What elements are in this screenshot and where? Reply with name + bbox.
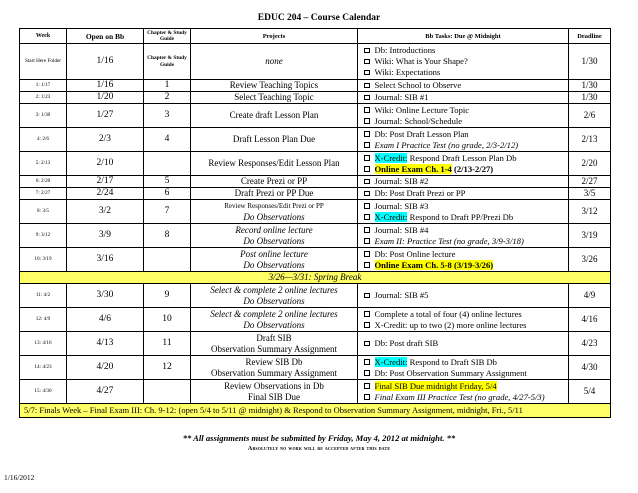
checkbox-icon: [364, 394, 370, 400]
task-text: Journal: SIB #1: [374, 92, 429, 102]
table-row: [20, 224, 611, 248]
checkbox-icon: [364, 48, 370, 54]
week-cell: 4: 2/6: [20, 128, 67, 152]
week-cell: 5: 2/13: [20, 152, 67, 176]
chapter-cell: [144, 380, 191, 404]
tasks-cell: [358, 176, 569, 188]
task-item: [364, 140, 566, 151]
week-cell: 11: 4/2: [20, 284, 67, 308]
project-line: Create Prezi or PP: [240, 176, 308, 186]
open-date-cell: 4/6: [67, 308, 144, 332]
task-item: [364, 225, 566, 236]
projects-cell: [191, 356, 358, 380]
chapter-cell: [144, 248, 191, 272]
tasks-cell: [358, 308, 569, 332]
table-row: [20, 284, 611, 308]
task-item: [364, 392, 566, 403]
checkbox-icon: [364, 251, 370, 257]
tasks-cell: [358, 356, 569, 380]
task-item: [364, 164, 566, 175]
deadline-cell: 2/13: [569, 128, 611, 152]
deadline-cell: 4/30: [569, 356, 611, 380]
projects-cell: [191, 176, 358, 188]
tasks-cell: [358, 152, 569, 176]
table-row: [20, 272, 611, 284]
chapter-cell: 4: [144, 128, 191, 152]
week-cell: 9: 3/12: [20, 224, 67, 248]
week-cell: 6: 2/20: [20, 176, 67, 188]
week-cell: Start Here Folder: [20, 44, 67, 80]
finals-week-row: 5/7: Finals Week – Final Exam III: Ch. 9-12: (open 5/4 to 5/11 @ midnight) & Respond to Observation Summary Assignment, midnight, Fri., 5/11: [20, 404, 611, 418]
project-line: none: [265, 56, 283, 66]
deadline-cell: 5/4: [569, 380, 611, 404]
task-text: Select School to Observe: [374, 80, 462, 90]
week-cell: 8: 3/5: [20, 200, 67, 224]
open-date-cell: 3/2: [67, 200, 144, 224]
task-text: Db: Post Draft Lesson Plan: [374, 128, 469, 139]
task-item: [364, 67, 566, 78]
document-date: 1/16/2012: [4, 473, 35, 482]
header-week: Week: [20, 29, 67, 44]
table-row: [20, 248, 611, 272]
table-row: [20, 44, 611, 80]
tasks-cell: [358, 224, 569, 248]
xcredit-label: X-Credit:: [374, 356, 408, 367]
deadline-cell: 3/19: [569, 224, 611, 248]
project-line: Post online lecture: [240, 248, 308, 259]
task-text: Respond to Draft SIB Db: [407, 356, 497, 367]
chapter-cell: [144, 152, 191, 176]
table-row: [20, 380, 611, 404]
task-item: [364, 249, 566, 260]
project-line: Record online lecture: [235, 224, 313, 235]
task-text: Journal: SIB #5: [374, 290, 429, 300]
task-text: Final SIB Due midnight Friday, 5/4: [374, 380, 497, 391]
chapter-cell: 1: [144, 80, 191, 92]
open-date-cell: 4/13: [67, 332, 144, 356]
task-item: [364, 212, 566, 223]
table-row: [20, 104, 611, 128]
header-chapter: Chapter & Study Guide: [144, 29, 191, 44]
week-cell: 12: 4/9: [20, 308, 67, 332]
checkbox-icon: [364, 142, 370, 148]
task-item: [364, 176, 566, 187]
task-item: [364, 338, 566, 349]
task-text: Respond Draft Lesson Plan Db: [407, 152, 517, 163]
deadline-cell: 2/6: [569, 104, 611, 128]
project-line: Draft SIB: [256, 332, 292, 343]
week-cell: 3: 1/30: [20, 104, 67, 128]
projects-cell: [191, 248, 358, 272]
checkbox-icon: [364, 95, 370, 101]
checkbox-icon: [364, 203, 370, 209]
chapter-cell: 12: [144, 356, 191, 380]
checkbox-icon: [364, 70, 370, 76]
tasks-cell: [358, 200, 569, 224]
checkbox-icon: [364, 238, 370, 244]
task-text: X-Credit: up to two (2) more online lectures: [374, 319, 527, 330]
header-bb-tasks: Bb Tasks: Due @ Midnight: [358, 29, 569, 44]
task-text: Wiki: Online Lecture Topic: [374, 104, 470, 115]
projects-cell: [191, 308, 358, 332]
header-deadline: Deadline: [569, 29, 611, 44]
task-text: Journal: SIB #3: [374, 200, 429, 211]
open-date-cell: 1/16: [67, 44, 144, 80]
deadline-cell: 3/26: [569, 248, 611, 272]
project-line: Observation Summary Assignment: [211, 343, 337, 354]
project-line: Select Teaching Topic: [234, 92, 314, 102]
chapter-cell: Chapter & Study Guide: [144, 44, 191, 80]
checkbox-icon: [364, 166, 370, 172]
table-row: [20, 308, 611, 332]
project-line: Select & complete 2 online lectures: [210, 308, 338, 319]
deadline-cell: 1/30: [569, 44, 611, 80]
projects-cell: [191, 200, 358, 224]
task-item: [364, 45, 566, 56]
task-text: Db: Post draft SIB: [374, 338, 439, 348]
checkbox-icon: [364, 370, 370, 376]
project-line: Do Observations: [243, 319, 305, 330]
open-date-cell: 2/17: [67, 176, 144, 188]
task-text: Online Exam Ch. 5-8 (3/19-3/26): [374, 259, 494, 270]
task-item: [364, 56, 566, 67]
late-work-note: Absolutely no work will be accepted after this date: [247, 445, 391, 452]
week-cell: 1: 1/17: [20, 80, 67, 92]
task-text: Journal: School/Schedule: [374, 115, 463, 126]
tasks-cell: [358, 104, 569, 128]
week-cell: 7: 2/27: [20, 188, 67, 200]
chapter-cell: 10: [144, 308, 191, 332]
tasks-cell: [358, 284, 569, 308]
task-item: [364, 260, 566, 271]
open-date-cell: 4/27: [67, 380, 144, 404]
task-item: [364, 357, 566, 368]
project-line: Review Teaching Topics: [229, 80, 319, 90]
page-title: EDUC 204 – Course Calendar: [257, 13, 381, 23]
open-date-cell: 4/20: [67, 356, 144, 380]
checkbox-icon: [364, 359, 370, 365]
week-cell: 13: 4/16: [20, 332, 67, 356]
table-row: [20, 356, 611, 380]
project-line: Final SIB Due: [247, 391, 300, 402]
deadline-cell: 3/12: [569, 200, 611, 224]
tasks-cell: [358, 188, 569, 200]
week-cell: 14: 4/23: [20, 356, 67, 380]
table-row: [20, 332, 611, 356]
deadline-cell: 4/23: [569, 332, 611, 356]
task-text: Db: Introductions: [374, 45, 436, 55]
tasks-cell: [358, 380, 569, 404]
tasks-cell: [358, 128, 569, 152]
task-item: [364, 236, 566, 247]
checkbox-icon: [364, 383, 370, 389]
table-row: [20, 200, 611, 224]
xcredit-label: X-Credit:: [374, 152, 408, 163]
checkbox-icon: [364, 155, 370, 161]
task-item: [364, 201, 566, 212]
projects-cell: [191, 188, 358, 200]
project-line: Do Observations: [243, 211, 305, 222]
project-line: Draft Prezi or PP Due: [234, 188, 314, 198]
project-line: Create draft Lesson Plan: [229, 110, 319, 120]
task-text: Wiki: Expectations: [374, 67, 441, 77]
tasks-cell: [358, 92, 569, 104]
header-open-on-bb: Open on Bb: [67, 29, 144, 44]
task-item: [364, 80, 566, 91]
task-text: Journal: SIB #4: [374, 224, 429, 235]
projects-cell: [191, 332, 358, 356]
task-text: Exam I Practice Test (no grade, 2/3-2/12): [374, 139, 519, 150]
projects-cell: [191, 224, 358, 248]
checkbox-icon: [364, 83, 370, 89]
checkbox-icon: [364, 131, 370, 137]
table-row: [20, 80, 611, 92]
week-cell: 2: 1/23: [20, 92, 67, 104]
task-date-range: (2/13-2/27): [451, 163, 494, 174]
open-date-cell: 2/3: [67, 128, 144, 152]
task-item: [364, 92, 566, 103]
table-row: [20, 92, 611, 104]
chapter-cell: 2: [144, 92, 191, 104]
project-line: Select & complete 2 online lectures: [210, 284, 338, 295]
tasks-cell: [358, 332, 569, 356]
task-text: Db: Post Observation Summary Assignment: [374, 367, 527, 378]
deadline-cell: 2/27: [569, 176, 611, 188]
table-row: [20, 152, 611, 176]
chapter-cell: 8: [144, 224, 191, 248]
task-item: [364, 320, 566, 331]
open-date-cell: 3/30: [67, 284, 144, 308]
task-text: Respond to Draft PP/Prezi Db: [407, 211, 514, 222]
course-calendar-table: [19, 28, 611, 418]
checkbox-icon: [364, 311, 370, 317]
checkbox-icon: [364, 262, 370, 268]
projects-cell: [191, 284, 358, 308]
checkbox-icon: [364, 179, 370, 185]
task-text: Wiki: What is Your Shape?: [374, 56, 468, 66]
table-row: [20, 404, 611, 418]
table-row: [20, 188, 611, 200]
deadline-cell: 1/30: [569, 80, 611, 92]
checkbox-icon: [364, 59, 370, 65]
deadline-cell: 2/20: [569, 152, 611, 176]
week-cell: 15: 4/30: [20, 380, 67, 404]
project-line: Review Observations in Db: [224, 380, 324, 391]
task-item: [364, 129, 566, 140]
open-date-cell: 2/10: [67, 152, 144, 176]
table-row: [20, 128, 611, 152]
deadline-cell: 4/9: [569, 284, 611, 308]
deadline-cell: 1/30: [569, 92, 611, 104]
chapter-cell: 5: [144, 176, 191, 188]
task-item: [364, 368, 566, 379]
open-date-cell: 3/16: [67, 248, 144, 272]
open-date-cell: 2/24: [67, 188, 144, 200]
tasks-cell: [358, 44, 569, 80]
table-row: [20, 176, 611, 188]
spring-break-row: 3/26—3/31: Spring Break: [20, 272, 611, 284]
task-text: Journal: SIB #2: [374, 176, 429, 186]
projects-cell: [191, 152, 358, 176]
task-text: Online Exam Ch. 1-4: [374, 163, 452, 174]
project-line: Do Observations: [243, 295, 305, 306]
projects-cell: [191, 80, 358, 92]
task-text: Complete a total of four (4) online lectures: [374, 308, 522, 319]
project-line: Do Observations: [243, 259, 305, 270]
project-line: Review Responses/Edit Lesson Plan: [208, 158, 340, 168]
checkbox-icon: [364, 214, 370, 220]
xcredit-label: X-Credit:: [374, 211, 408, 222]
tasks-cell: [358, 80, 569, 92]
task-text: Db: Post Online lecture: [374, 248, 456, 259]
task-item: [364, 105, 566, 116]
project-line: Review SIB Db: [245, 356, 303, 367]
chapter-cell: 3: [144, 104, 191, 128]
projects-cell: [191, 128, 358, 152]
task-text: Final Exam III Practice Test (no grade, 4/27-5/3): [374, 391, 545, 402]
open-date-cell: 1/20: [67, 92, 144, 104]
open-date-cell: 1/27: [67, 104, 144, 128]
task-item: [364, 309, 566, 320]
chapter-cell: 6: [144, 188, 191, 200]
projects-cell: [191, 92, 358, 104]
projects-cell: [191, 44, 358, 80]
task-item: [364, 188, 566, 199]
project-line: Observation Summary Assignment: [211, 367, 337, 378]
checkbox-icon: [364, 341, 370, 347]
checkbox-icon: [364, 107, 370, 113]
checkbox-icon: [364, 191, 370, 197]
calendar-body: [20, 44, 611, 418]
open-date-cell: 1/16: [67, 80, 144, 92]
chapter-cell: 7: [144, 200, 191, 224]
chapter-cell: 11: [144, 332, 191, 356]
project-line: Review Responses/Edit Prezi or PP: [224, 201, 324, 210]
projects-cell: [191, 104, 358, 128]
task-item: [364, 290, 566, 301]
header-row: [20, 29, 611, 44]
task-text: Db: Post Draft Prezi or PP: [374, 188, 466, 198]
project-line: Draft Lesson Plan Due: [232, 134, 316, 144]
checkbox-icon: [364, 322, 370, 328]
open-date-cell: 3/9: [67, 224, 144, 248]
chapter-cell: 9: [144, 284, 191, 308]
tasks-cell: [358, 248, 569, 272]
checkbox-icon: [364, 293, 370, 299]
submission-note: ** All assignments must be submitted by Friday, May 4, 2012 at midnight. **: [182, 433, 456, 443]
header-projects: Projects: [191, 29, 358, 44]
project-line: Do Observations: [243, 235, 305, 246]
week-cell: 10: 3/19: [20, 248, 67, 272]
projects-cell: [191, 380, 358, 404]
deadline-cell: 3/5: [569, 188, 611, 200]
checkbox-icon: [364, 118, 370, 124]
task-item: [364, 116, 566, 127]
task-item: [364, 153, 566, 164]
task-item: [364, 381, 566, 392]
task-text: Exam II: Practice Test (no grade, 3/9-3/18): [374, 235, 524, 246]
deadline-cell: 4/16: [569, 308, 611, 332]
checkbox-icon: [364, 227, 370, 233]
